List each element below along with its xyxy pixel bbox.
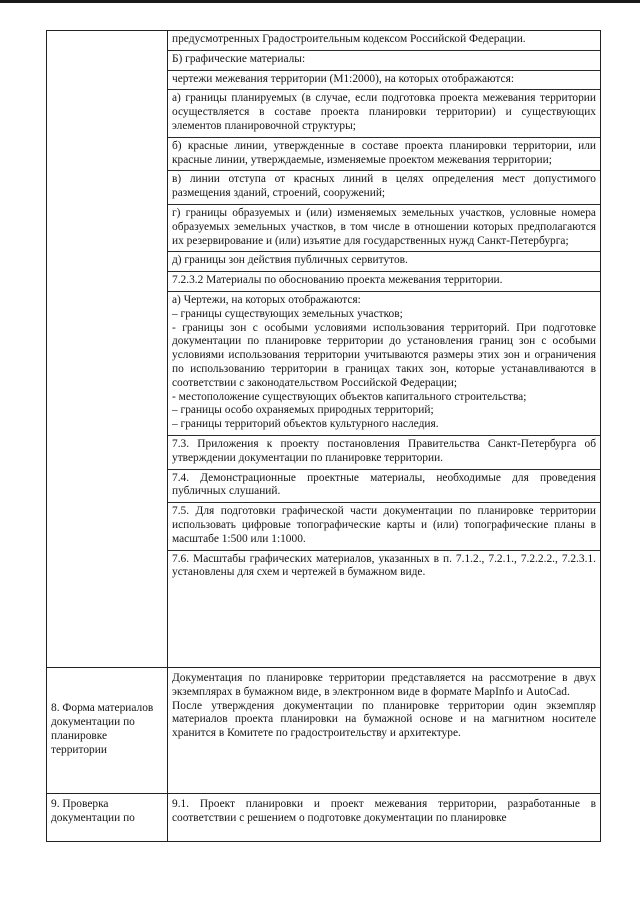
paragraph: Документация по планировке территории представляется на рассмотрение в двух экземплярах в бумажном виде, в электронном виде в формате MapInfo и AutoCad. После утверждения документации по планировке территории один экземпляр материалов проекта планировки на бумажной основе и на магнитном носителе хранится в Комитете по градостроительству и архитектуре. [172, 672, 596, 740]
paragraph: предусмотренных Градостроительным кодексом Российской Федерации. [168, 31, 600, 51]
table-row [47, 668, 601, 794]
paragraph: а) Чертежи, на которых отображаются: – границы существующих земельных участков; - границы зон с особыми условиями использования территорий. При подготовке документации по планировке территории до установления границ зон с особыми условиями использования территории учитываются размеры этих зон и ограничения по использованию территории в границах таких зон, которые устанавливаются в соответствии с законодательством Российской Федерации; - местоположение существующих объектов капитального строительства; – границы особо охраняемых природных территорий; – границы территорий объектов культурного наследия. [168, 292, 600, 436]
requirements-table [46, 30, 601, 842]
row-label: 8. Форма материалов документации по планировке территории [51, 702, 154, 756]
paragraph: Б) графические материалы: [168, 51, 600, 71]
row-content-cell [168, 794, 601, 842]
paragraph: 7.2.3.2 Материалы по обоснованию проекта межевания территории. [168, 272, 600, 292]
row-label: 9. Проверка документации по [51, 798, 135, 824]
row-label [47, 31, 167, 38]
row-content-cell [168, 668, 601, 794]
paragraph: 7.4. Демонстрационные проектные материалы, необходимые для проведения публичных слушаний. [168, 470, 600, 504]
table-row [47, 794, 601, 842]
paragraph: в) линии отступа от красных линий в целях определения мест допустимого размещения зданий, строений, сооружений; [168, 171, 600, 205]
paragraph: б) красные линии, утвержденные в составе проекта планировки территории, или красные линии, утверждаемые, изменяемые проектом межевания территории; [168, 138, 600, 172]
row-label-cell [47, 31, 168, 668]
paragraph: 7.5. Для подготовки графической части документации по планировке территории использовать цифровые топографические карты и (или) топографические планы в масштабе 1:500 или 1:1000. [168, 503, 600, 550]
table-row [47, 31, 601, 668]
paragraph: 7.6. Масштабы графических материалов, указанных в п. 7.1.2., 7.2.1., 7.2.2.2., 7.2.3.1. установлены для схем и чертежей в бумажном виде. [172, 552, 596, 579]
paragraph: а) границы планируемых (в случае, если подготовка проекта межевания территории осуществляется в составе проекта планировки территории) и существующих элементов планировочной структуры; [168, 90, 600, 137]
document-page [46, 30, 599, 842]
row-label-cell [47, 794, 168, 842]
paragraph: 9.1. Проект планировки и проект межевания территории, разработанные в соответствии с решением о подготовке документации по планировке [172, 798, 596, 824]
paragraph: 7.3. Приложения к проекту постановления Правительства Санкт-Петербурга об утверждении документации по планировке территории. [168, 436, 600, 470]
row-label-cell [47, 668, 168, 794]
paragraph: чертежи межевания территории (М1:2000), на которых отображаются: [168, 71, 600, 91]
row-content-cell [168, 31, 601, 668]
top-edge-line [0, 0, 640, 3]
paragraph: г) границы образуемых и (или) изменяемых земельных участков, условные номера образуемых земельных участков, в том числе в отношении которых предполагаются их резервирование и (или) изъятие для государственных нужд Санкт-Петербурга; [168, 205, 600, 252]
paragraph: д) границы зон действия публичных сервитутов. [168, 252, 600, 272]
